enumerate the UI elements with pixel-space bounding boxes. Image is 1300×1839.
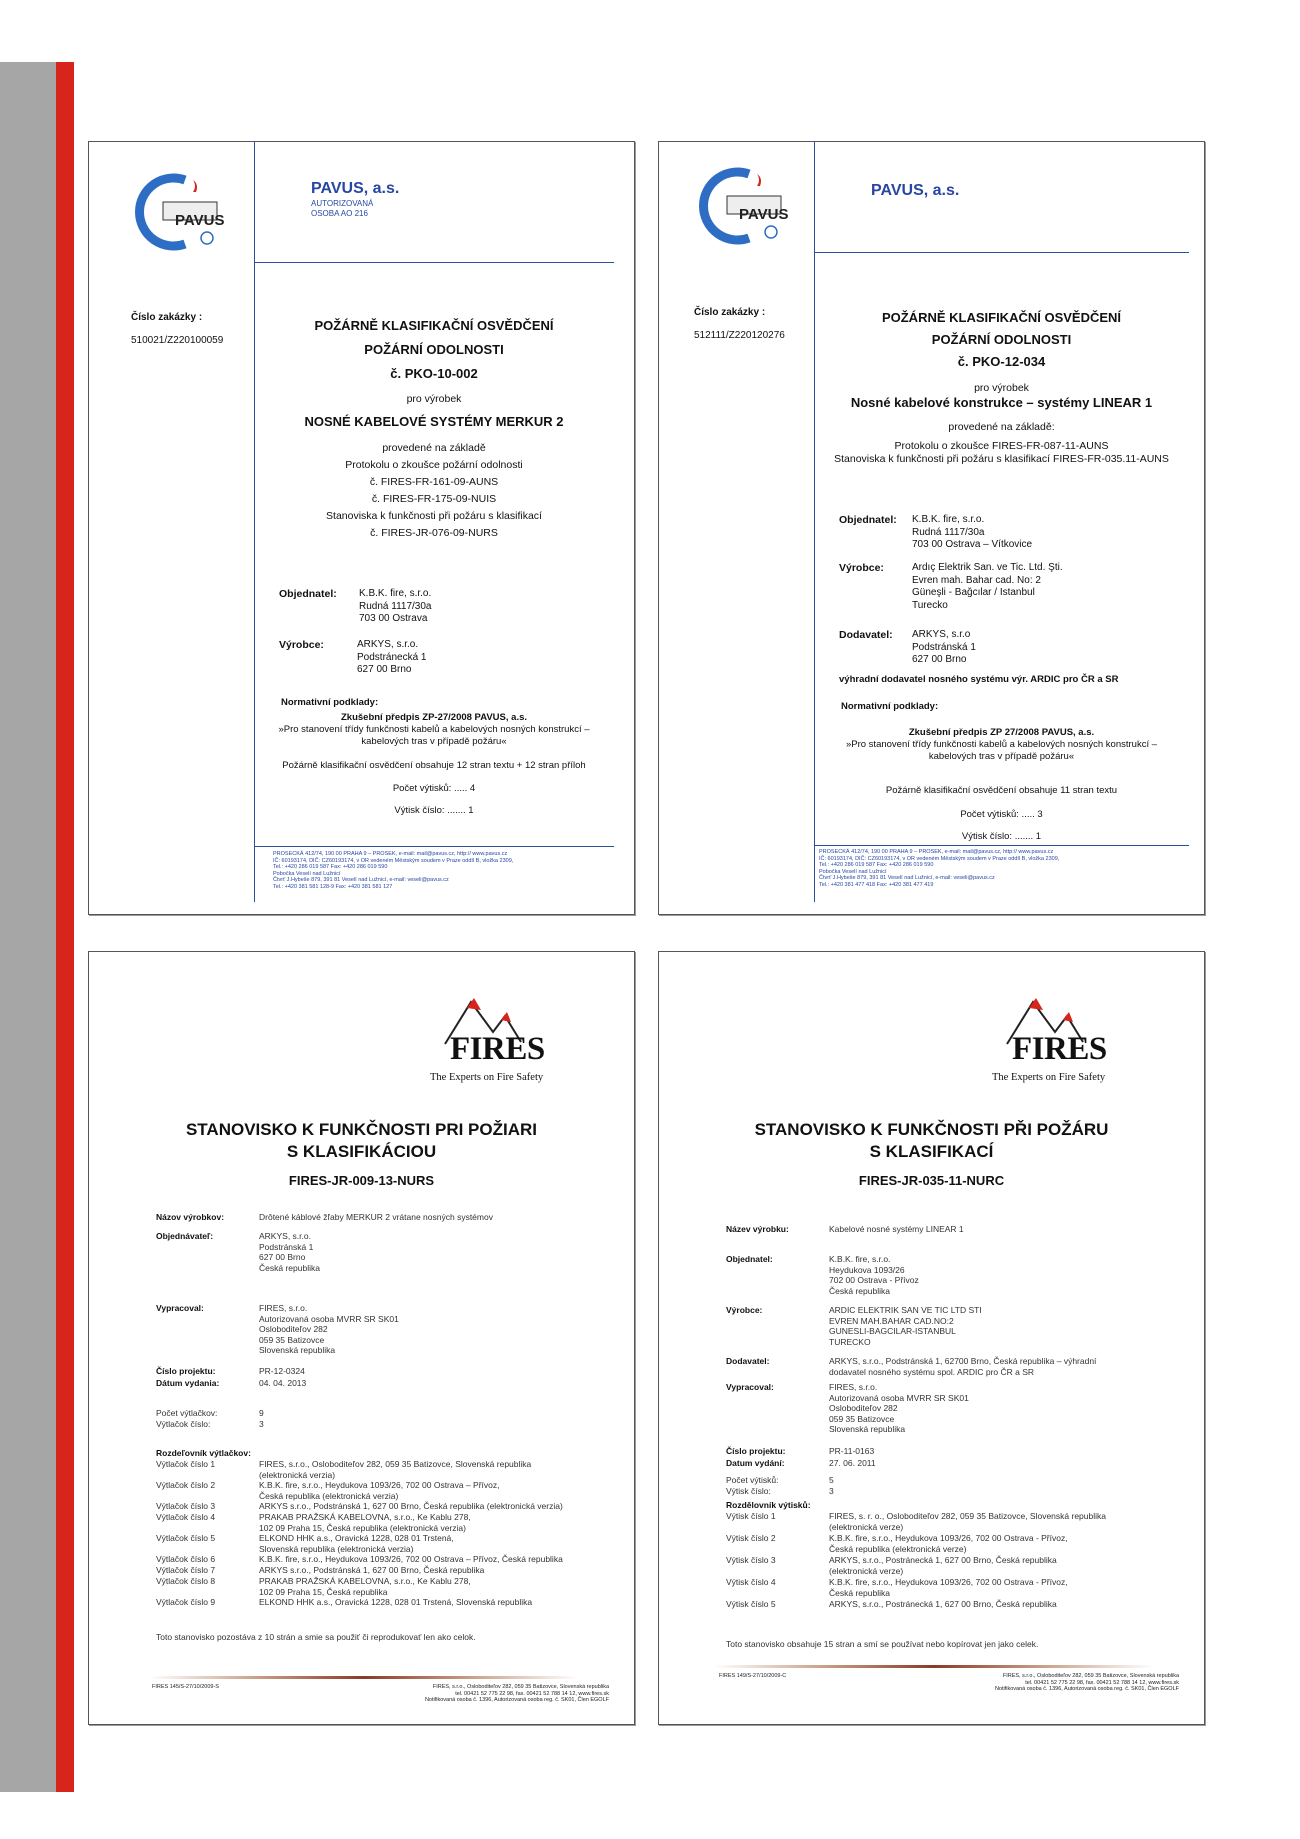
footer-right-line: FIRES, s.r.o., Osloboditeľov 282, 059 35 Batizovce, Slovenská republika <box>1002 1673 1179 1679</box>
project-number-value: PR-12-0324 <box>259 1366 305 1376</box>
basis-line: č. FIRES-JR-076-09-NURS <box>370 527 498 539</box>
statement-code: FIRES-JR-035-11-NURC <box>858 1173 1005 1188</box>
footer-line-text: Tel.: +420 381 477 418 Fax: +420 381 477 419 <box>819 881 934 888</box>
prepared-by-line: Osloboditeľov 282 <box>259 1324 328 1334</box>
footer-line-text: Pobočka Veselí nad Lužnicí <box>819 868 887 875</box>
footer-line-text: Čtvrť J.Hybeše 879, 391 81 Veselí nad Lužnicí, e-mail: veseli@pavus.cz <box>819 875 995 882</box>
maker-label: Výrobce: <box>726 1305 763 1315</box>
footer-right-line: Notifikovaná osoba č. 1396, Autorizovaná osoba reg. č. SK01, Člen EGOLF <box>424 1697 609 1703</box>
basis-line: Protokolu o zkoušce FIRES-FR-087-11-AUNS <box>894 440 1109 452</box>
maker-label: Výrobce: <box>839 562 884 574</box>
footer-left-code: FIRES 149/S-27/10/2009-C <box>719 1673 787 1679</box>
prepared-by-line: Autorizovaná osoba MVRR SR SK01 <box>829 1392 969 1403</box>
footer-right-line: FIRES, s.r.o., Osloboditeľov 282, 059 35 Batizovce, Slovenská republika <box>432 1684 609 1690</box>
statement-note: Toto stanovisko pozostáva z 10 strán a smie sa použiť či reprodukovať len ako celok. <box>156 1632 476 1642</box>
header-horizontal-line <box>814 252 1189 253</box>
norm-title: Zkušební předpis ZP 27/2008 PAVUS, a.s. <box>908 727 1095 738</box>
distribution-line: (elektronická verze) <box>829 1521 904 1532</box>
fires-statement-page-jr-009-13 <box>88 951 635 1725</box>
prepared-by-line: FIRES, s.r.o. <box>259 1303 308 1313</box>
footer-line-text: Pobočka Veselí nad Lužnicí <box>273 870 341 877</box>
product-name-label: Název výrobku: <box>726 1224 789 1234</box>
maker-line: Ardıç Elektrik San. ve Tic. Ltd. Şti. <box>912 562 1063 573</box>
order-value: 510021/Z220100059 <box>131 335 224 346</box>
copy-number-label: Výtisk číslo: <box>726 1486 771 1496</box>
footer-right-line: tel. 00421 52 775 22 98, fax. 00421 52 788 14 12, www.fires.sk <box>1025 1679 1179 1686</box>
client-line: K.B.K. fire, s.r.o. <box>912 514 985 525</box>
client-label: Objednatel: <box>279 588 337 600</box>
copy-number: Výtisk číslo: ....... 1 <box>961 831 1042 842</box>
maker-line: Turecko <box>912 599 948 611</box>
distribution-copy-label: Výtlačok číslo 7 <box>156 1565 216 1575</box>
prepared-by-line: 059 35 Batizovce <box>829 1413 895 1424</box>
authorized-line-2: OSOBA AO 216 <box>311 209 368 218</box>
exclusive-supplier-note: výhradní dodavatel nosného systému výr. ARDIC pro ČR a SR <box>839 674 1119 685</box>
distribution-line: PRAKAB PRAŽSKÁ KABELOVNA, s.r.o., Ke Kablu 278, <box>259 1512 471 1522</box>
copy-number-label: Výtlačok číslo: <box>156 1419 211 1429</box>
fires-statement-page-jr-035-11 <box>658 951 1205 1725</box>
distribution-copy-label: Výtlačok číslo 1 <box>156 1459 216 1469</box>
title-line-1: POŽÁRNĚ KLASIFIKAČNÍ OSVĚDČENÍ <box>881 310 1122 325</box>
supplier-line: ARKYS, s.r.o., Podstránská 1, 62700 Brno, Česká republika – výhradní <box>829 1356 1097 1366</box>
norm-label: Normativní podklady: <box>281 697 379 708</box>
prepared-by-label: Vypracoval: <box>156 1303 204 1313</box>
prepared-by-label: Vypracoval: <box>726 1382 774 1392</box>
distribution-line: ARKYS s.r.o., Podstránská 1, 627 00 Brno, Česká republika <box>259 1565 485 1575</box>
client-line: K.B.K. fire, s.r.o. <box>829 1254 891 1264</box>
fires-logo-word: FIRES <box>1012 1031 1107 1067</box>
distribution-copy-label: Výtlačok číslo 4 <box>156 1512 216 1522</box>
copies-count-label: Počet výtlačkov: <box>156 1408 218 1418</box>
maker-line: 627 00 Brno <box>357 664 412 675</box>
client-line: Heydukova 1093/26 <box>829 1264 905 1275</box>
statement-code: FIRES-JR-009-13-NURS <box>288 1173 435 1188</box>
supplier-line: dodavatel nosného systému spol. ARDIC pro ČR a SR <box>829 1366 1035 1377</box>
copies-count-label: Počet výtisků: <box>726 1475 779 1485</box>
copy-number-value: 3 <box>829 1486 834 1496</box>
statement-title-line-2: S KLASIFIKACÍ <box>869 1142 994 1161</box>
client-line: 703 00 Ostrava <box>359 613 428 624</box>
distribution-copy-label: Výtlačok číslo 9 <box>156 1597 216 1607</box>
distribution-label: Rozdeľovník výtlačkov: <box>156 1448 251 1458</box>
prepared-by-line: FIRES, s.r.o. <box>829 1382 878 1392</box>
issue-date-label: Datum vydání: <box>726 1458 785 1468</box>
norm-line: »Pro stanovení třídy funkčnosti kabelů a kabelových nosných konstrukcí – <box>278 724 590 735</box>
footer-line-text: Tel.: +420 286 019 587 Fax: +420 286 019 590 <box>819 862 934 869</box>
for-product-label: pro výrobek <box>406 393 462 405</box>
distribution-line: ARKYS, s.r.o., Postránecká 1, 627 00 Brno, Česká republika <box>829 1555 1057 1565</box>
copies-count-value: 5 <box>829 1475 834 1485</box>
prepared-by-line: Slovenská republika <box>259 1345 336 1355</box>
distribution-line: (elektronická verze) <box>829 1565 904 1576</box>
distribution-copy-label: Výtisk číslo 3 <box>726 1555 776 1565</box>
client-line: Česká republika <box>259 1262 320 1273</box>
distribution-copy-label: Výtlačok číslo 5 <box>156 1533 216 1543</box>
client-label: Objednatel: <box>839 514 897 526</box>
prepared-by-line: Autorizovaná osoba MVRR SR SK01 <box>259 1313 399 1324</box>
supplier-line: 627 00 Brno <box>912 654 967 665</box>
footer-right-line: tel. 00421 52 775 22 98, fax. 00421 52 788 14 12, www.fires.sk <box>455 1690 609 1697</box>
distribution-copy-label: Výtlačok číslo 3 <box>156 1501 216 1511</box>
distribution-copy-label: Výtlačok číslo 2 <box>156 1480 216 1490</box>
title-line-2: POŽÁRNÍ ODOLNOSTI <box>931 332 1072 347</box>
certificate-page-pko-10-002 <box>88 141 635 915</box>
fires-tagline: The Experts on Fire Safety <box>992 1072 1106 1083</box>
basis-line: Protokolu o zkoušce požární odolnosti <box>345 459 523 471</box>
footer-right-line: Notifikovaná osoba č. 1396, Autorizovaná osoba reg. č. SK01, Člen EGOLF <box>994 1686 1179 1692</box>
distribution-line: ELKOND HHK a.s., Oravická 1228, 028 01 Trstená, <box>259 1533 454 1543</box>
order-value: 512111/Z220120276 <box>694 330 785 341</box>
certificate-page-pko-12-034 <box>658 141 1205 915</box>
distribution-line: K.B.K. fire, s.r.o., Heydukova 1093/26, 702 00 Ostrava – Přívoz, <box>259 1480 500 1490</box>
statement-title-line-2: S KLASIFIKÁCIOU <box>286 1142 437 1161</box>
distribution-line: Česká republika (elektronická verzia) <box>259 1490 399 1501</box>
client-line: K.B.K. fire, s.r.o. <box>359 588 432 599</box>
authorized-line-1: AUTORIZOVANÁ <box>311 199 374 208</box>
product-name-label: Názov výrobkov: <box>156 1212 225 1222</box>
distribution-label: Rozdělovník výtisků: <box>726 1500 811 1510</box>
certificate-number: č. PKO-12-034 <box>957 354 1046 369</box>
left-red-band <box>56 62 74 1792</box>
distribution-line: 102 09 Praha 15, Česká republika <box>259 1586 388 1597</box>
maker-line: ARKYS, s.r.o. <box>357 639 419 650</box>
distribution-copy-label: Výtisk číslo 5 <box>726 1599 776 1609</box>
basis-label: provedené na základě: <box>948 421 1055 433</box>
copies-count: Počet výtisků: ..... 4 <box>392 783 476 794</box>
distribution-line: K.B.K. fire, s.r.o., Heydukova 1093/26, 702 00 Ostrava - Přívoz, <box>829 1533 1068 1543</box>
norm-title: Zkušební předpis ZP-27/2008 PAVUS, a.s. <box>340 712 528 723</box>
distribution-line: K.B.K. fire, s.r.o., Heydukova 1093/26, 702 00 Ostrava - Přívoz, <box>829 1577 1068 1587</box>
maker-label: Výrobce: <box>279 639 324 651</box>
certificate-number: č. PKO-10-002 <box>390 366 478 381</box>
contains-note: Požárně klasifikační osvědčení obsahuje 11 stran textu <box>885 785 1118 796</box>
company-name: PAVUS, a.s. <box>311 180 400 197</box>
basis-line: č. FIRES-FR-175-09-NUIS <box>371 493 497 505</box>
basis-label: provedené na základě <box>382 442 486 454</box>
client-line: Rudná 1117/30a <box>359 600 432 612</box>
client-label: Objednatel: <box>726 1254 773 1264</box>
copy-number: Výtisk číslo: ....... 1 <box>394 805 474 816</box>
project-number-label: Číslo projektu: <box>156 1366 216 1376</box>
client-line: 703 00 Ostrava – Vítkovice <box>912 539 1033 550</box>
footer-left-code: FIRES 145/S-27/10/2009-S <box>152 1684 219 1690</box>
client-line: Česká republika <box>829 1285 890 1296</box>
fires-logo-word: FIRES <box>450 1031 545 1067</box>
prepared-by-line: Slovenská republika <box>829 1424 906 1434</box>
copies-count: Počet výtisků: ..... 3 <box>960 809 1043 820</box>
distribution-line: Slovenská republika (elektronická verzia) <box>259 1543 414 1554</box>
client-line: Rudná 1117/30a <box>912 526 985 538</box>
statement-title-line-1: STANOVISKO K FUNKČNOSTI PŘI POŽÁRU <box>754 1120 1109 1139</box>
maker-line: ARDIC ELEKTRIK SAN VE TIC LTD STI <box>829 1305 982 1315</box>
product-name: Nosné kabelové konstrukce – systémy LINEAR 1 <box>850 395 1153 410</box>
pavus-logo-text: PAVUS <box>739 206 789 223</box>
statement-title-line-1: STANOVISKO K FUNKČNOSTI PRI POŽIARI <box>185 1120 538 1139</box>
footer-line-text: Čtvrť J.Hybeše 879, 391 81 Veselí nad Lužnicí, e-mail: veseli@pavus.cz <box>273 877 449 884</box>
distribution-line: ARKYS, s.r.o., Postránecká 1, 627 00 Brno, Česká republika <box>829 1599 1057 1609</box>
product-name: NOSNÉ KABELOVÉ SYSTÉMY MERKUR 2 <box>304 414 564 429</box>
prepared-by-line: Osloboditeľov 282 <box>829 1403 898 1413</box>
client-line: 627 00 Brno <box>259 1252 306 1262</box>
maker-line: TURECKO <box>829 1336 871 1347</box>
order-label: Číslo zakázky : <box>131 312 203 323</box>
left-gray-band <box>0 62 56 1792</box>
distribution-line: FIRES, s.r.o., Osloboditeľov 282, 059 35 Batizovce, Slovenská republika <box>259 1459 532 1469</box>
footer-gradient-line <box>149 1676 579 1679</box>
distribution-copy-label: Výtisk číslo 2 <box>726 1533 776 1543</box>
footer-line-text: PROSECKÁ 412/74, 190 00 PRAHA 9 – PROSEK, e-mail: mail@pavus.cz, http:// www.pavus.cz <box>819 849 1054 855</box>
project-number-value: PR-11-0163 <box>829 1446 875 1456</box>
distribution-line: Česká republika <box>829 1587 890 1598</box>
basis-line: Stanoviska k funkčnosti při požáru s klasifikací FIRES-FR-035.11-AUNS <box>834 453 1169 465</box>
issue-date-label: Dátum vydania: <box>156 1378 220 1388</box>
footer-line-text: IČ: 60193174, DIČ: CZ60193174, v OR vedeném Městským soudem v Praze oddíl B, vložka 2309, <box>273 857 514 864</box>
footer-line <box>254 846 614 847</box>
contains-note: Požárně klasifikační osvědčení obsahuje 12 stran textu + 12 stran příloh <box>282 760 586 771</box>
supplier-label: Dodavatel: <box>726 1356 770 1366</box>
fires-tagline: The Experts on Fire Safety <box>430 1072 544 1083</box>
footer-line-text: Tel.: +420 381 581 128-9 Fax: +420 381 581 127 <box>273 883 393 890</box>
maker-line: Podstránecká 1 <box>357 651 427 663</box>
maker-line: Evren mah. Bahar cad. No: 2 <box>912 574 1041 586</box>
title-line-1: POŽÁRNĚ KLASIFIKAČNÍ OSVĚDČENÍ <box>314 318 554 333</box>
distribution-line: Česká republika (elektronická verze) <box>829 1543 967 1554</box>
footer-gradient-line <box>714 1665 1154 1668</box>
client-line: Podstránská 1 <box>259 1241 314 1252</box>
distribution-line: ARKYS s.r.o., Podstránská 1, 627 00 Brno, Česká republika (elektronická verzia) <box>259 1501 563 1511</box>
client-line: 702 00 Ostrava - Přívoz <box>829 1275 919 1285</box>
distribution-line: ELKOND HHK a.s., Oravická 1228, 028 01 Trstená, Slovenská republika <box>259 1597 533 1607</box>
pavus-logo-text: PAVUS <box>175 212 225 229</box>
distribution-line: 102 09 Praha 15, Česká republika (elektronická verzia) <box>259 1522 466 1533</box>
distribution-copy-label: Výtisk číslo 1 <box>726 1511 776 1521</box>
supplier-line: Podstránská 1 <box>912 641 976 653</box>
distribution-copy-label: Výtlačok číslo 8 <box>156 1576 216 1586</box>
footer-line-text: PROSECKÁ 412/74, 190 00 PRAHA 9 – PROSEK, e-mail: mail@pavus.cz, http:// www.pavus.cz <box>273 851 508 857</box>
distribution-copy-label: Výtlačok číslo 6 <box>156 1554 216 1564</box>
footer-line-text: Tel.: +420 286 019 587 Fax: +420 286 019 590 <box>273 864 388 871</box>
copies-count-value: 9 <box>259 1408 264 1418</box>
order-label: Číslo zakázky : <box>694 307 766 318</box>
footer-line <box>814 845 1189 846</box>
distribution-line: FIRES, s. r. o., Osloboditeľov 282, 059 35 Batizovce, Slovenská republika <box>829 1511 1106 1521</box>
norm-line: »Pro stanovení třídy funkčnosti kabelů a kabelových nosných konstrukcí – <box>845 739 1158 750</box>
for-product-label: pro výrobek <box>974 382 1029 394</box>
product-name-value: Kabelové nosné systémy LINEAR 1 <box>829 1224 964 1234</box>
norm-label: Normativní podklady: <box>841 701 939 712</box>
title-line-2: POŽÁRNÍ ODOLNOSTI <box>364 342 504 357</box>
basis-line: Stanoviska k funkčnosti při požáru s klasifikací <box>326 510 542 522</box>
basis-line: č. FIRES-FR-161-09-AUNS <box>369 476 499 488</box>
maker-line: GUNESLI-BAGCILAR-ISTANBUL <box>829 1326 956 1336</box>
norm-line: kabelových tras v případě požáru« <box>928 751 1075 762</box>
distribution-line: (elektronická verzia) <box>259 1469 336 1480</box>
distribution-copy-label: Výtisk číslo 4 <box>726 1577 776 1587</box>
norm-line: kabelových tras v případě požáru« <box>361 736 507 747</box>
header-horizontal-line <box>254 262 614 263</box>
client-label: Objednávateľ: <box>156 1231 214 1241</box>
company-name: PAVUS, a.s. <box>871 182 960 199</box>
supplier-line: ARKYS, s.r.o <box>912 629 971 640</box>
footer-line-text: IČ: 60193174, DIČ: CZ60193174, v OR vedeném Městským soudem v Praze oddíl B, vložka 2309, <box>819 855 1060 862</box>
client-line: ARKYS, s.r.o. <box>259 1231 311 1241</box>
copy-number-value: 3 <box>259 1419 264 1429</box>
statement-note: Toto stanovisko obsahuje 15 stran a smí se používat nebo kopírovat jen jako celek. <box>726 1639 1039 1649</box>
prepared-by-line: 059 35 Batizovce <box>259 1334 325 1345</box>
product-name-value: Drôtené káblové žľaby MERKUR 2 vrátane nosných systémov <box>259 1212 493 1222</box>
maker-line: Güneşli - Bağcılar / Istanbul <box>912 587 1035 598</box>
distribution-line: K.B.K. fire, s.r.o., Heydukova 1093/26, 702 00 Ostrava – Přívoz, Česká republika <box>259 1554 563 1564</box>
project-number-label: Číslo projektu: <box>726 1446 786 1456</box>
issue-date-value: 27. 06. 2011 <box>829 1458 876 1468</box>
maker-line: EVREN MAH.BAHAR CAD.NO:2 <box>829 1315 954 1326</box>
issue-date-value: 04. 04. 2013 <box>259 1378 307 1388</box>
distribution-line: PRAKAB PRAŽSKÁ KABELOVNA, s.r.o., Ke Kablu 278, <box>259 1576 471 1586</box>
supplier-label: Dodavatel: <box>839 629 893 641</box>
